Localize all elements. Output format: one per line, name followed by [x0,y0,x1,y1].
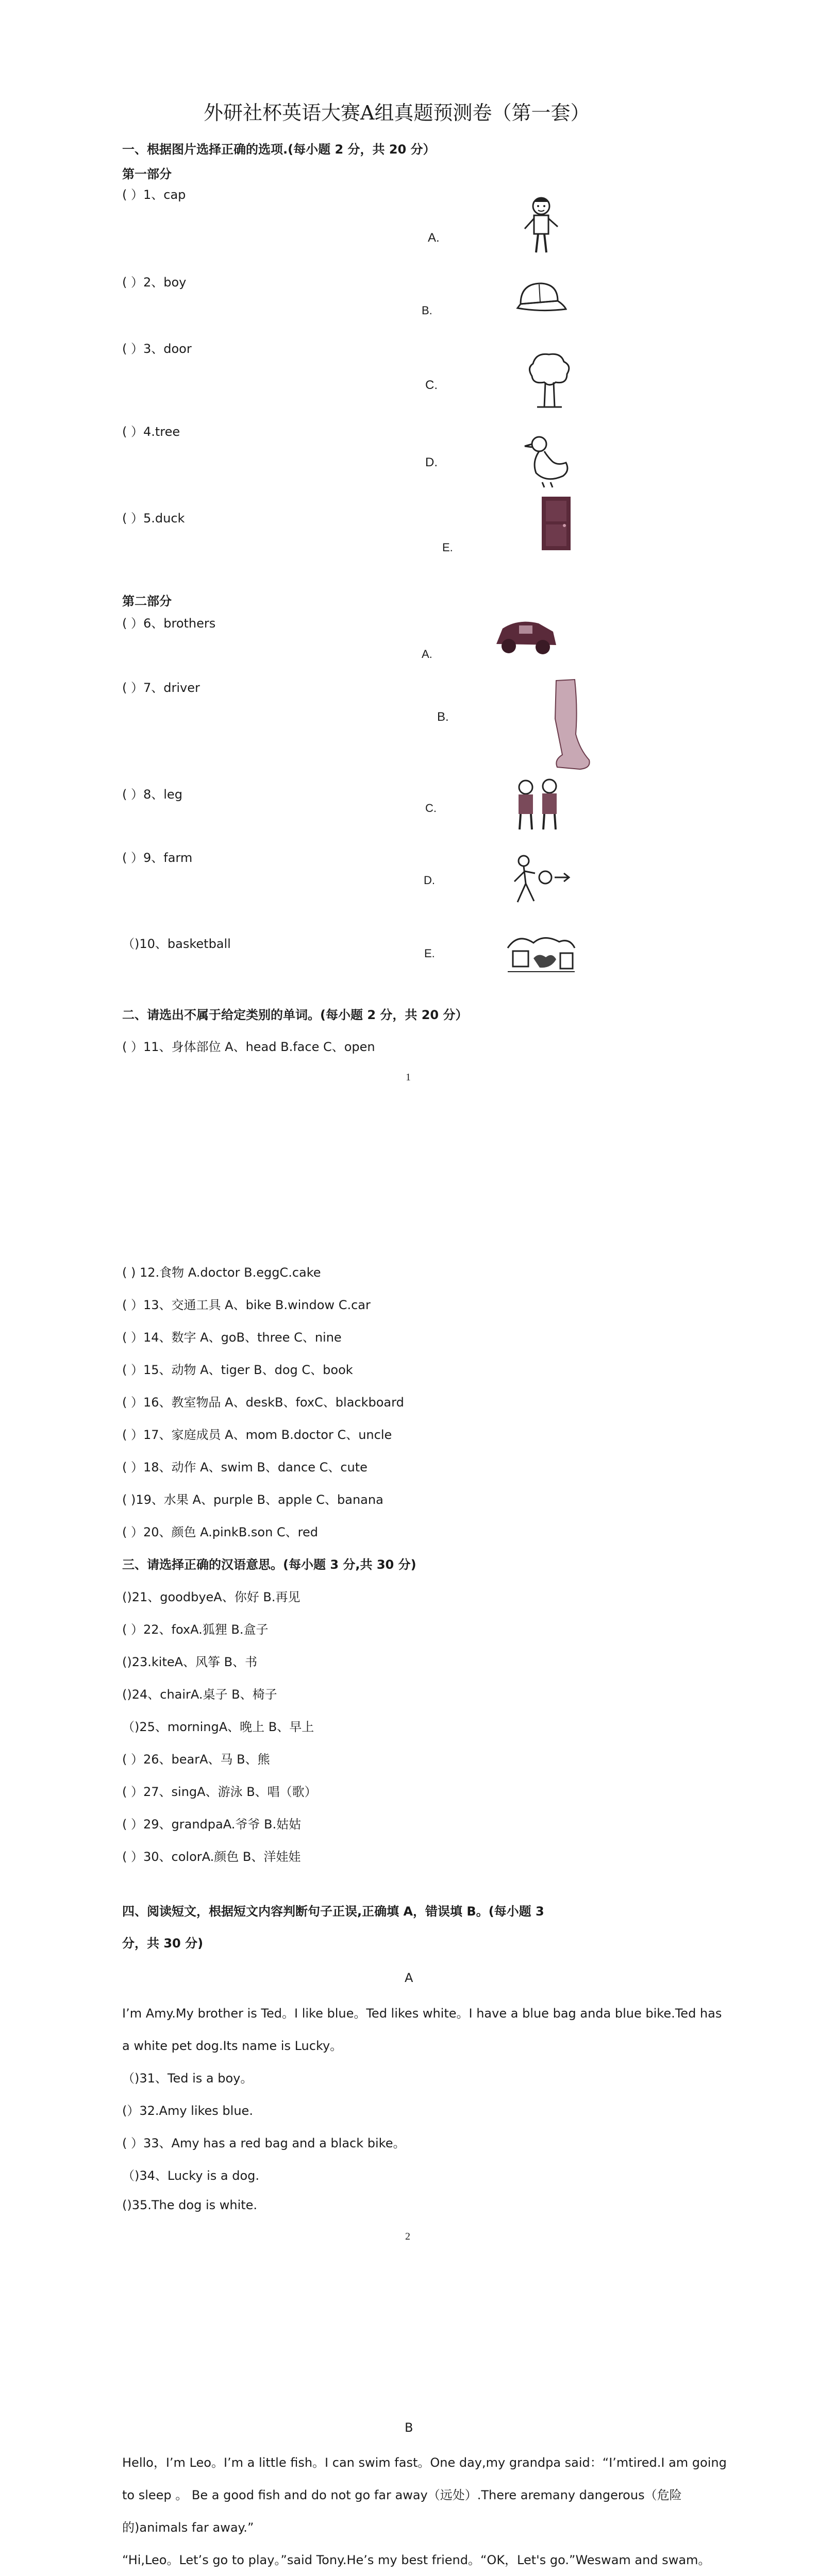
passage-a-label: A [405,1971,413,1985]
option-label-e: E. [442,541,453,554]
section2-heading: 二、请选出不属于给定类别的单词。(每小题 2 分，共 20 分） [122,1008,468,1022]
option-label-a: A. [422,648,432,660]
basketball-picture [505,853,572,909]
question-18: ( ）18、动作 A、swim B、dance C、cute [122,1460,368,1475]
question-1: ( ）1、cap [122,188,186,202]
part1-heading: 第一部分 [122,167,172,181]
question-4: ( ）4.tree [122,425,180,439]
question-16: ( ）16、教室物品 A、deskB、foxC、blackboard [122,1395,404,1410]
passage-b-label: B [405,2420,413,2435]
option-label-e: E. [424,947,435,960]
option-label-d: D. [425,455,438,469]
passage-a-line: a white pet dog.Its name is Lucky。 [122,2039,343,2053]
tree-picture [526,350,572,412]
option-label-b: B. [422,304,432,317]
question-23: ()23.kiteA、风筝 B、书 [122,1655,258,1669]
question-22: ( ）22、foxA.狐狸 B.盒子 [122,1622,269,1637]
question-8: ( ）8、leg [122,787,182,802]
question-32: (）32.Amy likes blue. [122,2104,253,2118]
option-label-c: C. [425,802,437,815]
option-label-b: B. [437,710,449,724]
question-9: ( ）9、farm [122,851,193,865]
door-picture [539,495,575,554]
question-12: ( ) 12.食物 A.doctor B.eggC.cake [122,1265,321,1280]
question-2: ( ）2、boy [122,275,187,290]
question-31: （)31、Ted is a boy。 [122,2071,253,2086]
question-11: ( ）11、身体部位 A、head B.face C、open [122,1040,375,1054]
brothers-picture [510,778,567,832]
question-21: ()21、goodbyeA、你好 B.再见 [122,1590,301,1604]
question-6: ( ）6、brothers [122,616,216,631]
question-13: ( ）13、交通工具 A、bike B.window C.car [122,1298,371,1312]
question-10: （)10、basketball [122,937,231,951]
passage-b-line: to sleep 。 Be a good fish and do not go far away（远处）.There aremany dangerous（危险 [122,2488,682,2502]
section4-heading-cont: 分，共 30 分) [122,1936,204,1951]
question-25: （)25、morningA、晚上 B、早上 [122,1720,314,1734]
passage-b-line: Hello，I’m Leo。I’m a little fish。I can swim fast。One day,my grandpa said：“I’mtired.I am going [122,2455,727,2470]
question-20: ( ）20、颜色 A.pinkB.son C、red [122,1525,319,1539]
passage-b-line: “Hi,Leo。Let’s go to play。”said Tony.He’s my best friend。“OK，Let's go.”Weswam and swam。 [122,2553,711,2567]
question-19: ( )19、水果 A、purple B、apple C、banana [122,1493,383,1507]
section1-heading: 一、根据图片选择正确的选项.(每小题 2 分，共 20 分） [122,142,436,157]
option-label-d: D. [424,874,435,887]
option-label-a: A. [428,231,440,245]
section3-heading: 三、请选择正确的汉语意思。(每小题 3 分,共 30 分) [122,1557,416,1572]
page-number: 2 [405,2231,410,2242]
question-14: ( ）14、数字 A、goB、three C、nine [122,1330,342,1345]
passage-a-line: I’m Amy.My brother is Ted。I like blue。Ted likes white。I have a blue bag anda blue bike.Ted has [122,2006,722,2021]
question-27: ( ）27、singA、游泳 B、唱（歌） [122,1785,317,1799]
cap-picture [510,278,567,314]
question-29: ( ）29、grandpaA.爷爷 B.姑姑 [122,1817,302,1832]
question-34: （)34、Lucky is a dog. [122,2168,260,2183]
question-33: ( ）33、Amy has a red bag and a black bike。 [122,2136,406,2150]
question-5: ( ）5.duck [122,511,185,526]
question-17: ( ）17、家庭成员 A、mom B.doctor C、uncle [122,1428,392,1442]
farm-picture [503,927,580,976]
duck-picture [522,433,573,489]
car-driver-picture [492,613,559,657]
option-label-c: C. [425,378,438,392]
page-number: 1 [406,1072,411,1083]
question-3: ( ）3、door [122,342,192,356]
question-7: ( ）7、driver [122,681,200,695]
question-15: ( ）15、动物 A、tiger B、dog C、book [122,1363,353,1377]
part2-heading: 第二部分 [122,594,172,608]
question-35: ()35.The dog is white. [122,2198,258,2212]
question-30: ( ）30、colorA.颜色 B、洋娃娃 [122,1850,301,1864]
question-26: ( ）26、bearA、马 B、熊 [122,1752,270,1767]
question-24: ()24、chairA.桌子 B、椅子 [122,1687,277,1702]
passage-b-line: 的)animals far away.” [122,2520,254,2535]
section4-heading: 四、阅读短文，根据短文内容判断句子正误,正确填 A，错误填 B。(每小题 3 [122,1904,544,1919]
page-title: 外研社杯英语大赛A组真题预测卷（第一套） [204,101,590,124]
leg-picture [544,677,593,773]
boy-picture [521,195,562,257]
